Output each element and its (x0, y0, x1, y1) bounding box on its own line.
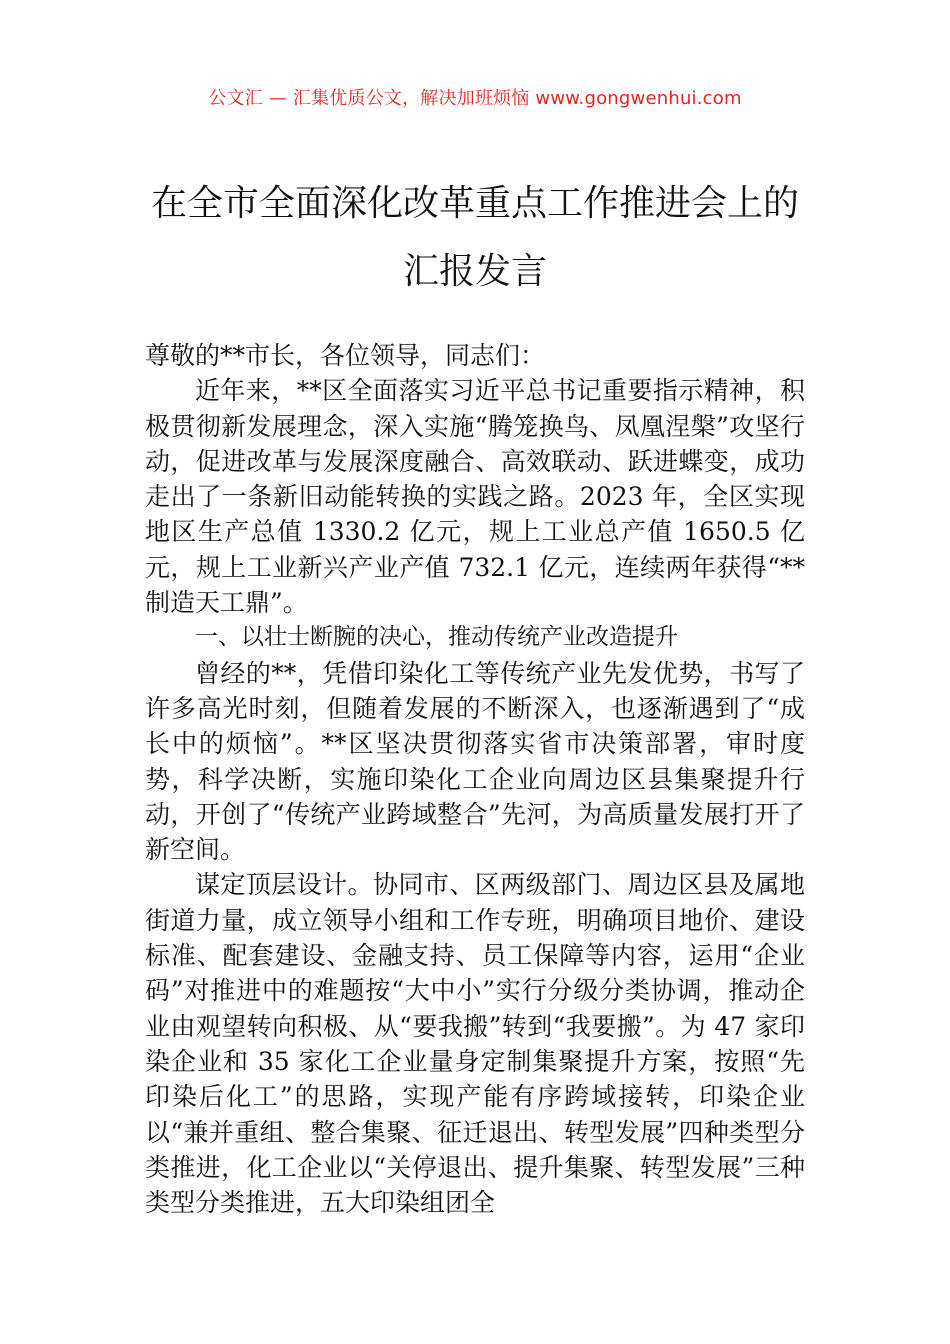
paragraph-background: 曾经的**，凭借印染化工等传统产业先发优势，书写了许多高光时刻，但随着发展的不断深入，也逐渐遇到了“成长中的烦恼”。**区坚决贯彻落实省市决策部署，审时度势，科学决断，实施印染化工企业向周边区县集聚提升行动，开创了“传统产业跨域整合”先河，为高质量发展打开了新空间。 (145, 658, 805, 865)
document-body (145, 338, 805, 1220)
paragraph-intro: 近年来，**区全面落实习近平总书记重要指示精神，积极贯彻新发展理念，深入实施“腾笼换鸟、凤凰涅槃”攻坚行动，促进改革与发展深度融合、高效联动、跃进蝶变，成功走出了一条新旧动能转换的实践之路。2023 年，全区实现地区生产总值 1330.2 亿元，规上工业总产值 1650.5 亿元，规上工业新兴产业产值 732.1 亿元，连续两年获得“**制造天工鼎”。 (145, 376, 805, 618)
document-title: 在全市全面深化改革重点工作推进会上的汇报发言 (150, 183, 799, 292)
section-heading-1: 一、以壮士断腕的决心，推动传统产业改造提升 (195, 624, 678, 651)
salutation: 尊敬的**市长，各位领导，同志们： (145, 341, 546, 370)
header-banner: 公文汇 — 汇集优质公文，解决加班烦恼 www.gongwenhui.com (208, 88, 742, 109)
paragraph-top-level-design: 谋定顶层设计。协同市、区两级部门、周边区县及属地街道力量，成立领导小组和工作专班，明确项目地价、建设标准、配套建设、金融支持、员工保障等内容，运用“企业码”对推进中的难题按“大中小”实行分级分类协调，推动企业由观望转向积极、从“要我搬”转到“我要搬”。为 47 家印染企业和 35 家化工企业量身定制集聚提升方案，按照“先印染后化工”的思路，实现产能有序跨域接转，印染企业以“兼并重组、整合集聚、征迁退出、转型发展”四种类型分类推进，化工企业以“关停退出、提升集聚、转型发展”三种类型分类推进，五大印染组团全 (145, 870, 805, 1218)
